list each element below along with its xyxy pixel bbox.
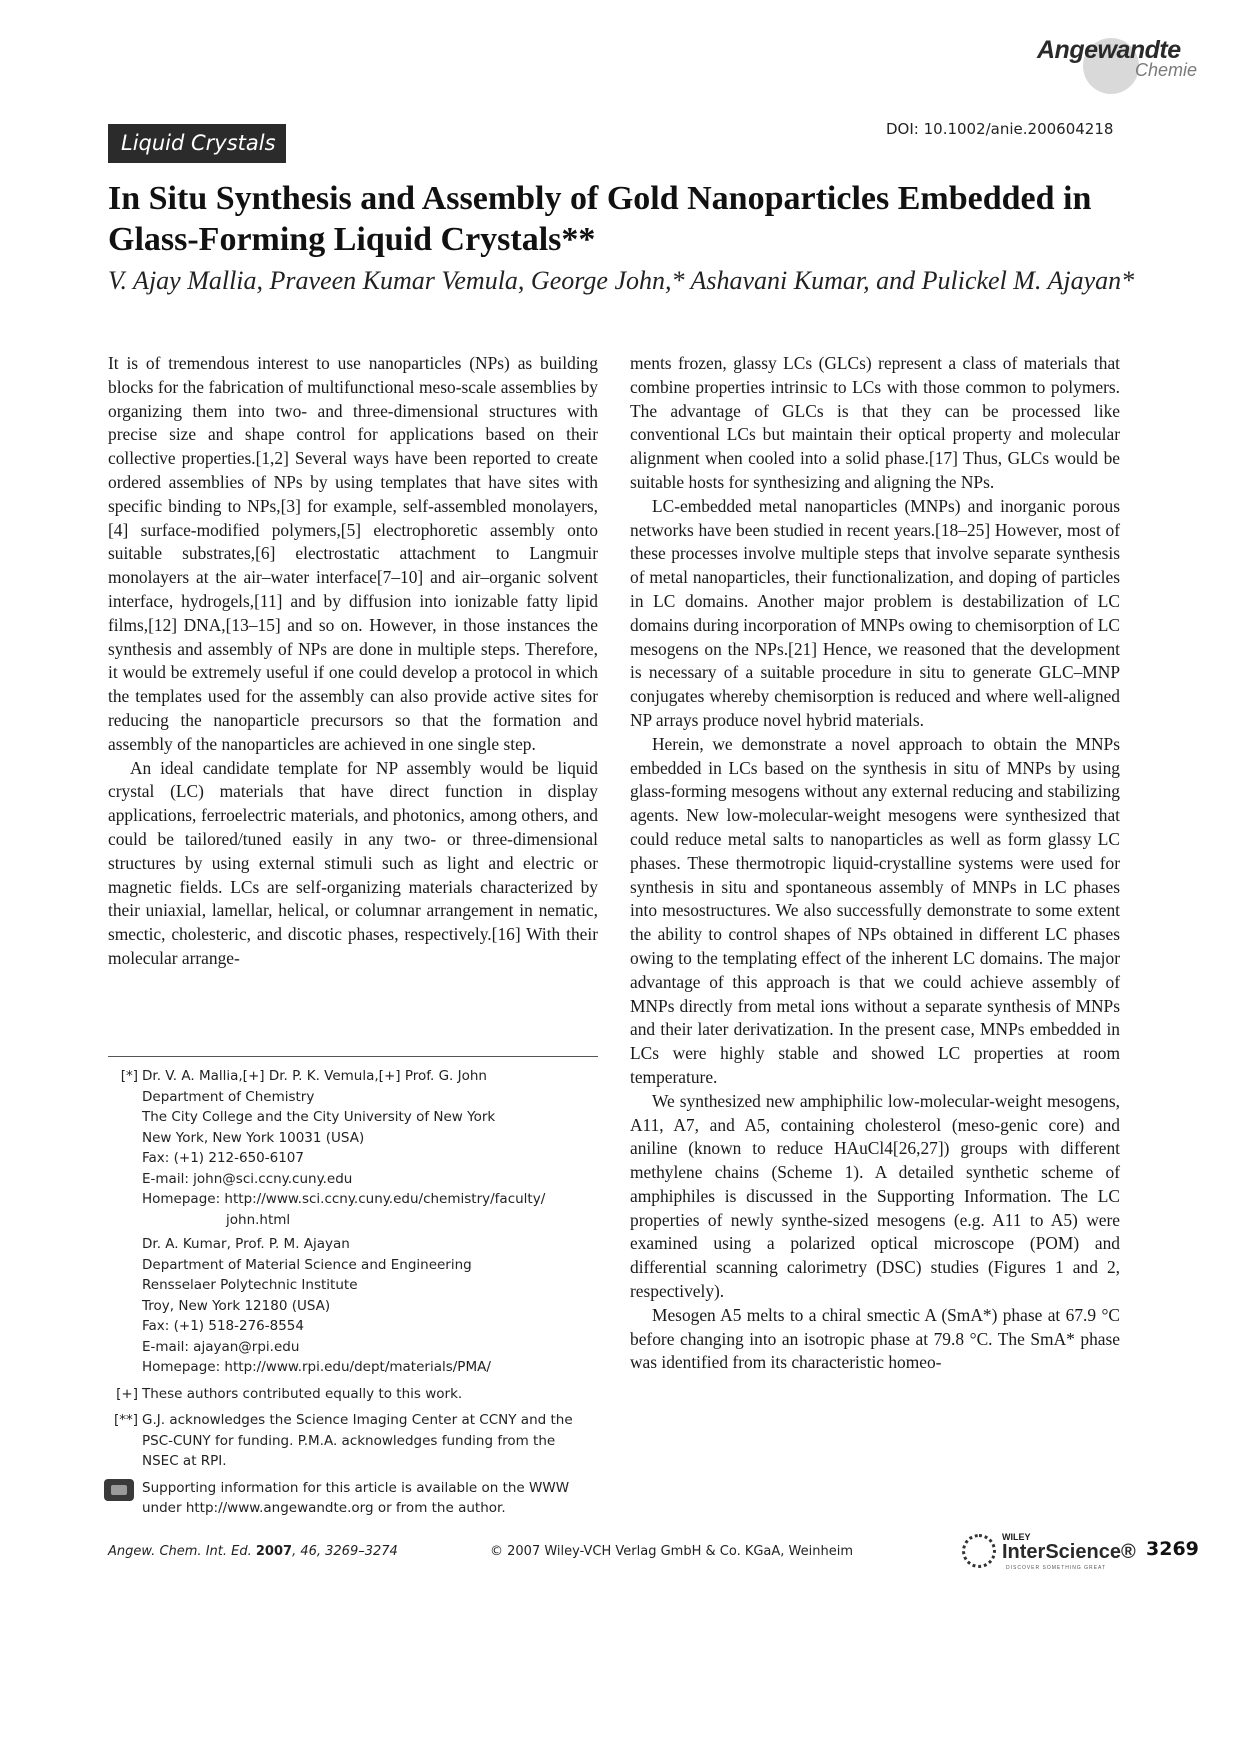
paragraph: An ideal candidate template for NP assembly would be liquid crystal (LC) materials that have direct function in display applications, ferroelectric materials, and photonics, among others, and could be tailored/tuned easily in any two- or three-dimensional structures by using external stimuli such as light and electric or magnetic fields. LCs are self-organizing materials characterized by their uniaxial, lamellar, helical, or columnar arrangement in nematic, smectic, cholesteric, and discotic phases, respectively.[16] With their molecular arrange-	[108, 757, 598, 968]
footnotes	[108, 1066, 598, 1519]
footnote-line: The City College and the City University of New York	[142, 1109, 496, 1125]
footnote-affiliations	[108, 1066, 598, 1378]
journal-logo	[1035, 30, 1210, 90]
paragraph: LC-embedded metal nanoparticles (MNPs) and inorganic porous networks have been studied in recent years.[18–25] However, most of these processes involve multiple steps that involve separate synthesis of metal nanoparticles, their functionalization, and doping of particles in LC domains. Another major problem is destabilization of LC domains during incorporation of MNPs owing to chemisorption of LC mesogens on the NPs.[21] Hence, we reasoned that the development is necessary of a suitable procedure in situ to generate GLC–MNP conjugates whereby chemisorption is reduced and where well-aligned NP arrays produce novel hybrid materials.	[630, 495, 1120, 730]
author-list: V. Ajay Mallia, Praveen Kumar Vemula, George John,* Ashavani Kumar, and Pulickel M. Ajayan*	[108, 266, 1135, 295]
footnote-line: Rensselaer Polytechnic Institute	[142, 1277, 358, 1293]
footnote-line: Supporting information for this article is available on the WWW	[142, 1479, 570, 1496]
paragraph: ments frozen, glassy LCs (GLCs) represent a class of materials that combine properties intrinsic to LCs with those common to polymers. The advantage of GLCs is that they can be processed like conventional LCs but maintain their optical property and molecular alignment when cooled into a solid phase.[17] Thus, GLCs would be suitable hosts for synthesizing and aligning the NPs.	[630, 353, 1120, 492]
email-link[interactable]: E-mail: ajayan@rpi.edu	[142, 1338, 300, 1355]
footer-volume-pages: , 46, 3269–3274	[292, 1544, 398, 1559]
footer-year: 2007	[255, 1544, 293, 1559]
footnote-line: Fax: (+1) 518-276-8554	[142, 1318, 304, 1334]
paragraph: Mesogen A5 melts to a chiral smectic A (SmA*) phase at 67.9 °C before changing into an isotropic phase at 79.8 °C. The SmA* phase was identified from its characteristic homeo-	[630, 1304, 1120, 1373]
footnote-line: Dr. V. A. Mallia,[+] Dr. P. K. Vemula,[+] Prof. G. John	[142, 1068, 487, 1084]
footnote-acknowledgements	[108, 1410, 598, 1472]
footnote-mark: [+]	[116, 1385, 138, 1402]
body-column-right	[630, 352, 1120, 1375]
publisher-logo	[962, 1532, 1142, 1572]
footnote-line: Troy, New York 12180 (USA)	[142, 1297, 331, 1314]
computer-icon	[104, 1479, 134, 1501]
logo-main-text: Angewandte	[1037, 36, 1181, 64]
section-tag: Liquid Crystals	[108, 124, 286, 163]
footer-citation	[108, 1544, 398, 1559]
footnote-supporting-info	[108, 1478, 598, 1519]
footnote-equal-contribution	[108, 1384, 598, 1405]
footnote-line: NSEC at RPI.	[142, 1453, 227, 1469]
footnote-line: New York, New York 10031 (USA)	[142, 1129, 365, 1146]
body-column-left	[108, 352, 598, 971]
logo-sub-text: Chemie	[1135, 60, 1198, 80]
footer-copyright: © 2007 Wiley-VCH Verlag GmbH & Co. KGaA, Weinheim	[490, 1544, 854, 1559]
footnote-mark: [*]	[120, 1068, 138, 1084]
homepage-link[interactable]: Homepage: http://www.rpi.edu/dept/materials/PMA/	[142, 1359, 491, 1375]
footnote-mark: [**]	[113, 1412, 138, 1428]
email-link[interactable]: E-mail: john@sci.ccny.cuny.edu	[142, 1170, 353, 1187]
homepage-link[interactable]: Homepage: http://www.sci.ccny.cuny.edu/chemistry/faculty/	[142, 1191, 546, 1207]
footnote-line: under http://www.angewandte.org or from the author.	[142, 1500, 506, 1516]
footnote-line: PSC-CUNY for funding. P.M.A. acknowledges funding from the	[142, 1432, 556, 1449]
paragraph: Herein, we demonstrate a novel approach to obtain the MNPs embedded in LCs based on the synthesis in situ of MNPs by using glass-forming mesogens without any external reducing and stabilizing agents. New low-molecular-weight mesogens were synthesized that could reduce metal salts to nanoparticles as well as form glassy LC phases. These thermotropic liquid-crystalline systems were used for synthesis in situ and spontaneous assembly of MNPs in LC phases into mesostructures. We also successfully demonstrate to some extent the ability to control shapes of NPs obtained in different LC phases owing to the templating effect of the inherent LC domains. The major advantage of this approach is that we could achieve assembly of MNPs directly from metal ions without a separate synthesis of MNPs and their later derivatization. In the present case, MNPs embedded in LCs were highly stable and showed LC properties at room temperature.	[630, 733, 1120, 1087]
paragraph: It is of tremendous interest to use nanoparticles (NPs) as building blocks for the fabrication of multifunctional meso-scale assemblies by organizing them into two- and three-dimensional structures with precise size and shape control for applications based on their collective properties.[1,2] Several ways have been reported to create ordered assemblies of NPs by using templates that have sites with specific binding to NPs,[3] for example, self-assembled monolayers,[4] surface-modified polymers,[5] electrophoretic assembly onto suitable substrates,[6] electrostatic attachment to Langmuir monolayers at the air–water interface[7–10] and air–organic solvent interface, hydrogels,[11] and by diffusion into ionizable fatty lipid films,[12] DNA,[13–15] and so on. However, in those instances the synthesis and assembly of NPs are done in multiple steps. Therefore, it would be extremely useful if one could develop a protocol in which the templates used for the assembly can also provide active sites for reducing the nanoparticle precursors so that the formation and assembly of the nanoparticles are achieved in one single step.	[108, 353, 598, 754]
footer-journal-name: Angew. Chem. Int. Ed.	[108, 1544, 252, 1559]
interscience-logo-icon	[962, 1534, 996, 1568]
article-title: In Situ Synthesis and Assembly of Gold Nanoparticles Embedded in Glass-Forming Liquid Crystals**	[108, 180, 1092, 258]
publisher-small: WILEY	[1002, 1532, 1031, 1542]
page-number: 3269	[1146, 1538, 1199, 1560]
footnote-line: Department of Chemistry	[142, 1088, 315, 1105]
paragraph: We synthesized new amphiphilic low-molecular-weight mesogens, A11, A7, and A5, containing cholesterol (meso-genic core) and aniline (known to reduce HAuCl4[26,27]) groups with different methylene chains (Scheme 1). A detailed synthetic scheme of amphiphiles is discussed in the Supporting Information. The LC properties of newly synthe-sized mesogens (e.g. A11 to A5) were examined using a polarized optical microscope (POM) and differential scanning calorimetry (DSC) studies (Figures 1 and 2, respectively).	[630, 1090, 1120, 1302]
footnote-line: Dr. A. Kumar, Prof. P. M. Ajayan	[142, 1236, 350, 1252]
footnote-line: Fax: (+1) 212-650-6107	[142, 1150, 304, 1166]
footnote-line: These authors contributed equally to this work.	[142, 1385, 463, 1402]
footnote-line: Department of Material Science and Engineering	[142, 1256, 472, 1273]
publisher-tagline: DISCOVER SOMETHING GREAT	[1006, 1565, 1107, 1571]
footnote-line: G.J. acknowledges the Science Imaging Center at CCNY and the	[142, 1412, 573, 1428]
doi: DOI: 10.1002/anie.200604218	[886, 120, 1114, 138]
publisher-brand: InterScience®	[1002, 1541, 1136, 1563]
homepage-link-continued[interactable]: john.html	[226, 1211, 291, 1228]
footnote-divider	[108, 1056, 598, 1057]
